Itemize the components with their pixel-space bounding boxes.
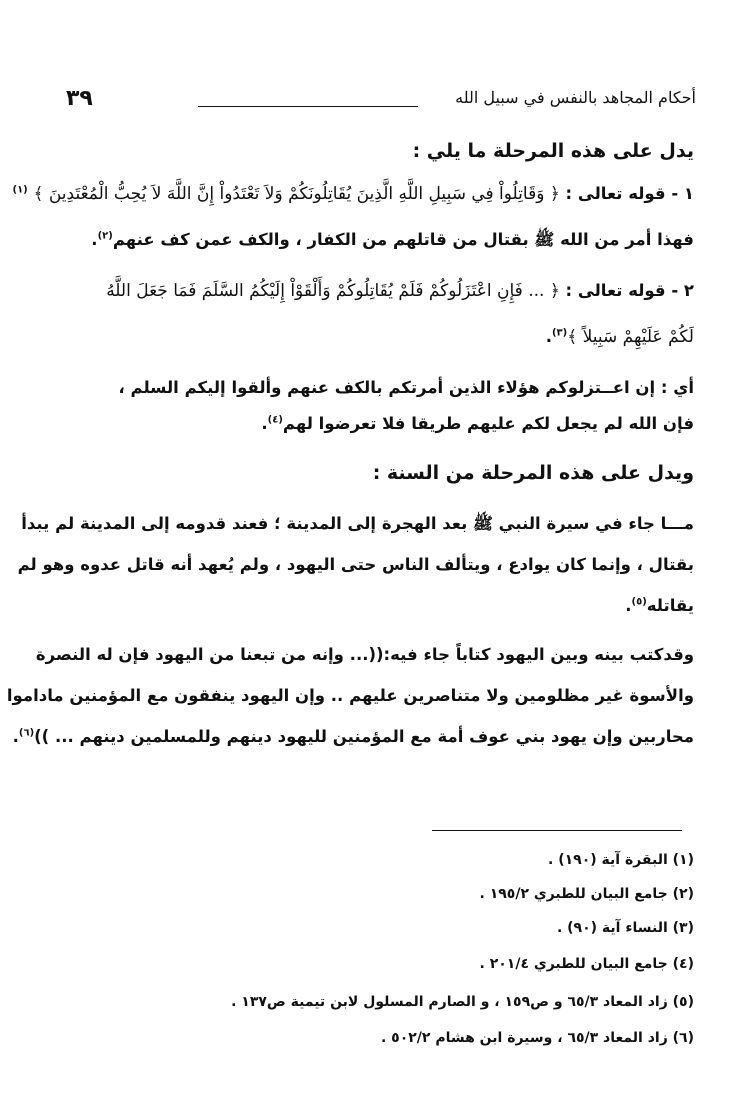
item-2-end: . xyxy=(545,327,552,346)
para-kitab-end: . xyxy=(12,727,19,746)
page-number: ٣٩ xyxy=(66,86,93,111)
item-2-line-1 xyxy=(62,280,694,301)
page-header xyxy=(60,86,696,120)
quran-verse-1: ﴿ وَقَاتِلُواْ فِي سَبِيلِ اللَّهِ الَّذِينَ يُقَاتِلُونَكُمْ وَلاَ تَعْتَدُواْ إِنَّ اللَّهَ لاَ يُحِبُّ الْمُعْتَدِينَ ﴾ xyxy=(33,184,560,204)
para-ay-end: . xyxy=(261,414,268,433)
para-sunnah-end: . xyxy=(625,596,632,615)
footnote-5: (٥) زاد المعاد ٦٥/٣ و ص١٥٩ ، و الصارم المسلول لابن تيمية ص١٣٧ . xyxy=(231,994,694,1010)
para-ay-text: فإن الله لم يجعل لكم عليهم طريقا فلا تعرضوا لهم xyxy=(282,414,694,433)
footnote-ref-3: (٣) xyxy=(551,327,568,339)
footnote-ref-5: (٥) xyxy=(631,596,647,608)
footnote-ref-4: (٤) xyxy=(267,414,283,426)
para-sunnah-line-1: مـــا جاء في سيرة النبي ﷺ بعد الهجرة إلى المدينة ؛ فعند قدومه إلى المدينة لم يبدأ xyxy=(21,514,694,533)
footnote-ref-2: (٢) xyxy=(97,230,113,242)
section-heading-1: يدل على هذه المرحلة ما يلي : xyxy=(412,140,694,162)
footnote-ref-6: (٦) xyxy=(18,727,35,739)
item-2-line-2 xyxy=(62,326,694,347)
para-ay-line-1: أي : إن اعــتزلوكم هؤلاء الذين أمرتكم بالكف عنهم وألقوا إليكم السلم ، xyxy=(118,378,694,397)
item-2-label: ٢ - قوله تعالى : xyxy=(565,281,694,300)
item-1-label: ١ - قوله تعالى : xyxy=(565,184,694,203)
footnote-separator xyxy=(432,830,682,831)
footnote-ref-1: (١) xyxy=(12,184,28,196)
footnote-2: (٢) جامع البيان للطبري ١٩٥/٢ . xyxy=(479,886,694,902)
footnote-6: (٦) زاد المعاد ٦٥/٣ ، وسيرة ابن هشام ٥٠٢/٢ . xyxy=(380,1030,694,1046)
running-title: أحكام المجاهد بالنفس في سبيل الله xyxy=(455,88,696,107)
para-kitab-line-3 xyxy=(12,727,694,746)
para-kitab-text: محاربين وإن يهود بني عوف أمة مع المؤمنين لليهود دينهم وللمسلمين دينهم ... )) xyxy=(34,727,694,746)
section-heading-2: ويدل على هذه المرحلة من السنة : xyxy=(372,462,694,484)
para-sunnah-line-2: بقتال ، وإنما كان يوادع ، ويتألف الناس حتى اليهود ، ولم يُعهد أنه قاتل عدوه وهو لم xyxy=(17,555,694,574)
para-sunnah-text: يقاتله xyxy=(646,596,694,615)
para-ay-line-2 xyxy=(62,414,694,433)
item-1-end: . xyxy=(91,230,98,249)
item-1-line-2 xyxy=(62,230,694,254)
para-kitab-line-1: وقدكتب بينه وبين اليهود كتاباً جاء فيه:((... وإنه من تبعنا من اليهود فإن له النصرة xyxy=(35,645,694,664)
item-1-line-1 xyxy=(12,183,694,204)
item-1-explanation: فهذا أمر من الله ﷺ بقتال من قاتلهم من الكفار ، والكف عمن كف عنهم xyxy=(112,230,694,249)
header-rule xyxy=(198,106,418,107)
para-sunnah-line-3 xyxy=(62,596,694,615)
quran-verse-2-part-2: لَكُمْ عَلَيْهِمْ سَبِيلاً ﴾ xyxy=(567,327,694,347)
footnote-1: (١) البقرة آية (١٩٠) . xyxy=(548,852,694,868)
footnote-3: (٣) النساء آية (٩٠) . xyxy=(556,920,694,936)
quran-verse-2-part-1: ﴿ ... فَإِنِ اعْتَزَلُوكُمْ فَلَمْ يُقَاتِلُوكُمْ وَأَلْقَوْاْ إِلَيْكُمُ السَّلَمَ فَمَا جَعَلَ اللَّهُ xyxy=(106,281,560,301)
footnote-4: (٤) جامع البيان للطبري ٢٠١/٤ . xyxy=(479,956,694,972)
para-kitab-line-2: والأسوة غير مظلومين ولا متناصرين عليهم .. وإن اليهود ينفقون مع المؤمنين ماداموا xyxy=(6,686,694,705)
